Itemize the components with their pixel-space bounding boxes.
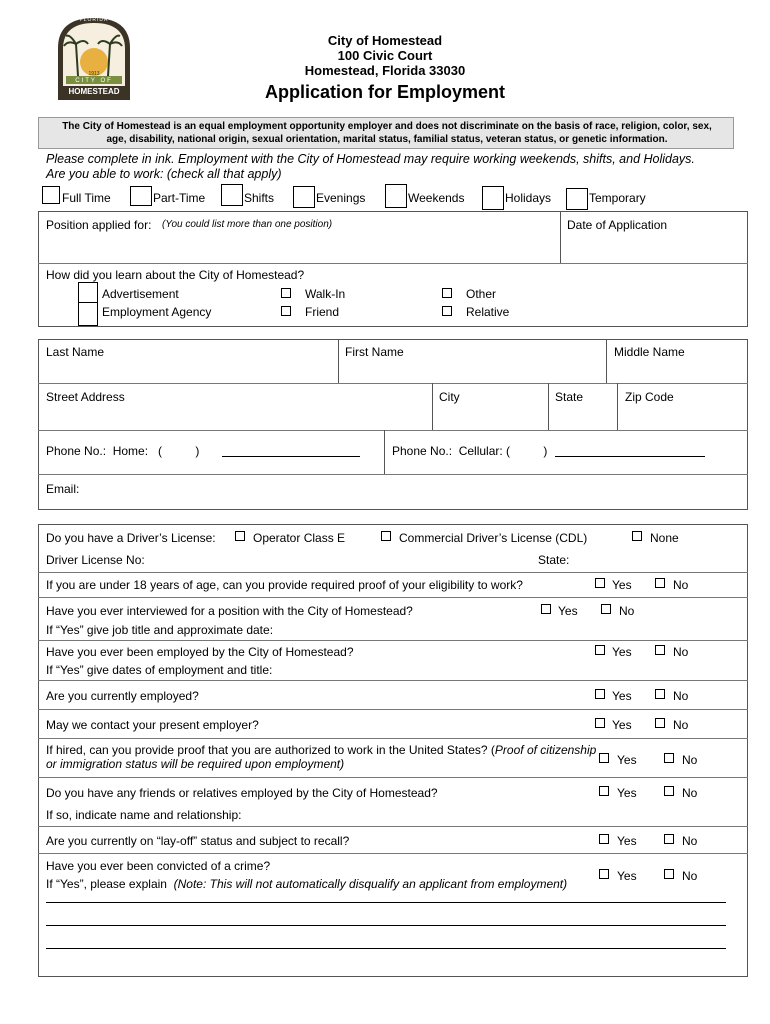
- q8-yes-checkbox[interactable]: [599, 834, 609, 844]
- q9-yes-label: Yes: [617, 869, 637, 883]
- phone-home-label: Phone No.: Home: ( ): [46, 444, 200, 458]
- street-address-input[interactable]: [42, 405, 428, 429]
- question-friends-relatives: Do you have any friends or relatives employed by the City of Homestead?: [46, 786, 438, 800]
- explain-line-3[interactable]: [46, 948, 726, 949]
- city-input[interactable]: [436, 405, 544, 429]
- question-friends-relatives-detail: If so, indicate name and relationship:: [46, 808, 242, 822]
- city-seal: [54, 14, 134, 104]
- question-under-18: If you are under 18 years of age, can you provide required proof of your eligibility to work?: [46, 578, 523, 592]
- street-address-label: Street Address: [46, 390, 125, 404]
- q8-no-checkbox[interactable]: [664, 834, 674, 844]
- position-label: Position applied for:: [46, 218, 152, 232]
- part-time-label: Part-Time: [153, 191, 206, 205]
- q1-yes-label: Yes: [612, 578, 632, 592]
- q1-no-label: No: [673, 578, 689, 592]
- email-input[interactable]: [90, 478, 744, 506]
- q4-no-checkbox[interactable]: [655, 689, 665, 699]
- question-convicted-explain: If “Yes”, please explain: [46, 877, 174, 891]
- phone-cell-line[interactable]: [555, 456, 705, 457]
- q1-yes-checkbox[interactable]: [595, 578, 605, 588]
- last-name-input[interactable]: [42, 360, 334, 382]
- learn-question: How did you learn about the City of Homestead?: [46, 268, 305, 282]
- license-number-input[interactable]: [150, 550, 530, 570]
- q9-yes-checkbox[interactable]: [599, 869, 609, 879]
- email-label: Email:: [46, 482, 80, 496]
- explain-line-2[interactable]: [46, 925, 726, 926]
- q5-yes-checkbox[interactable]: [595, 718, 605, 728]
- full-time-label: Full Time: [62, 191, 111, 205]
- friend-label: Friend: [305, 305, 340, 319]
- q7-no-checkbox[interactable]: [664, 786, 674, 796]
- phone-cell-label: Phone No.: Cellular: ( ): [392, 444, 548, 458]
- walk-in-label: Walk-In: [305, 287, 346, 301]
- cdl-label: Commercial Driver’s License (CDL): [399, 531, 588, 545]
- relative-checkbox[interactable]: [442, 306, 452, 316]
- eeo-notice: [38, 117, 734, 149]
- state-input[interactable]: [552, 405, 614, 429]
- q8-no-label: No: [682, 834, 698, 848]
- instructions-line1: Please complete in ink. Employment with the City of Homestead may require working weekends, shifts, and Holidays.: [46, 152, 695, 166]
- q6-yes-label: Yes: [617, 753, 637, 767]
- license-none-checkbox[interactable]: [632, 531, 642, 541]
- city-label: City: [439, 390, 460, 404]
- q7-yes-label: Yes: [617, 786, 637, 800]
- temporary-label: Temporary: [589, 191, 646, 205]
- question-currently-employed: Are you currently employed?: [46, 689, 199, 703]
- part-time-checkbox[interactable]: [130, 186, 152, 206]
- question-lay-off: Are you currently on “lay-off” status and subject to recall?: [46, 834, 350, 848]
- license-state-input[interactable]: [572, 550, 742, 570]
- question-authorized-to-work: [46, 743, 596, 757]
- question-contact-employer: May we contact your present employer?: [46, 718, 259, 732]
- page-title: Application for Employment: [264, 82, 505, 102]
- zip-code-input[interactable]: [621, 405, 744, 429]
- q9-no-checkbox[interactable]: [664, 869, 674, 879]
- header-address1: 100 Civic Court: [337, 48, 433, 63]
- q4-yes-label: Yes: [612, 689, 632, 703]
- phone-home-line[interactable]: [222, 456, 360, 457]
- other-label: Other: [466, 287, 497, 301]
- other-checkbox[interactable]: [442, 288, 452, 298]
- seal-top-text: FLORIDA: [79, 17, 109, 23]
- q4-no-label: No: [673, 689, 689, 703]
- evenings-checkbox[interactable]: [293, 186, 315, 208]
- q8-yes-label: Yes: [617, 834, 637, 848]
- q7-no-label: No: [682, 786, 698, 800]
- cdl-checkbox[interactable]: [381, 531, 391, 541]
- weekends-checkbox[interactable]: [385, 184, 407, 208]
- question-convicted: Have you ever been convicted of a crime?: [46, 859, 271, 873]
- last-name-label: Last Name: [46, 345, 105, 359]
- holidays-label: Holidays: [505, 191, 552, 205]
- shifts-checkbox[interactable]: [221, 184, 243, 206]
- employment-agency-label: Employment Agency: [102, 305, 212, 319]
- shifts-label: Shifts: [244, 191, 275, 205]
- instructions-line2: Are you able to work: (check all that apply): [46, 167, 282, 181]
- q4-yes-checkbox[interactable]: [595, 689, 605, 699]
- middle-name-input[interactable]: [610, 360, 744, 382]
- license-none-label: None: [650, 531, 679, 545]
- q6-no-checkbox[interactable]: [664, 753, 674, 763]
- seal-mid-text: CITY OF: [75, 78, 113, 84]
- first-name-label: First Name: [345, 345, 404, 359]
- temporary-checkbox[interactable]: [566, 188, 588, 210]
- operator-class-e-checkbox[interactable]: [235, 531, 245, 541]
- operator-class-e-label: Operator Class E: [253, 531, 346, 545]
- question-authorized-italic: Proof of citizenship: [494, 743, 597, 757]
- q3-no-checkbox[interactable]: [655, 645, 665, 655]
- zip-code-label: Zip Code: [625, 390, 674, 404]
- evenings-label: Evenings: [316, 191, 366, 205]
- middle-name-label: Middle Name: [614, 345, 685, 359]
- eeo-notice-line1: The City of Homestead is an equal employment opportunity employer and does not discriminate on the basis of race, religion, color, sex,: [62, 121, 712, 132]
- full-time-checkbox[interactable]: [42, 186, 60, 204]
- question-employed-before-detail: If “Yes” give dates of employment and title:: [46, 663, 273, 677]
- q3-no-label: No: [673, 645, 689, 659]
- position-input[interactable]: [42, 236, 556, 260]
- employment-agency-checkbox[interactable]: [78, 302, 98, 326]
- q3-yes-checkbox[interactable]: [595, 645, 605, 655]
- license-number-label: Driver License No:: [46, 553, 145, 567]
- q2-yes-label: Yes: [558, 604, 578, 618]
- q6-no-label: No: [682, 753, 698, 767]
- seal-bottom-text: HOMESTEAD: [68, 87, 120, 96]
- question-convicted-note: (Note: This will not automatically disqualify an applicant from employment): [173, 877, 568, 891]
- header-city: City of Homestead: [327, 33, 443, 48]
- q6-yes-checkbox[interactable]: [599, 753, 609, 763]
- q2-no-checkbox[interactable]: [601, 604, 611, 614]
- q1-no-checkbox[interactable]: [655, 578, 665, 588]
- explain-line-1[interactable]: [46, 902, 726, 903]
- q7-yes-checkbox[interactable]: [599, 786, 609, 796]
- question-interviewed-detail: If “Yes” give job title and approximate date:: [46, 623, 274, 637]
- eeo-notice-line2: age, disability, national origin, sexual orientation, marital status, familial status, veteran status, or genetic information.: [106, 134, 668, 145]
- relative-label: Relative: [466, 305, 510, 319]
- date-of-application-input[interactable]: [564, 236, 744, 260]
- date-of-application-label: Date of Application: [567, 218, 668, 232]
- question-convicted-detail: [46, 877, 567, 891]
- question-authorized-line2: or immigration status will be required upon employment): [46, 757, 345, 771]
- q2-yes-checkbox[interactable]: [541, 604, 551, 614]
- position-hint: (You could list more than one position): [162, 219, 333, 230]
- state-label: State: [555, 390, 584, 404]
- q3-yes-label: Yes: [612, 645, 632, 659]
- question-employed-before: Have you ever been employed by the City of Homestead?: [46, 645, 354, 659]
- q2-no-label: No: [619, 604, 635, 618]
- q5-no-label: No: [673, 718, 689, 732]
- q5-yes-label: Yes: [612, 718, 632, 732]
- seal-year: 1913: [88, 71, 100, 77]
- license-state-label: State:: [538, 553, 570, 567]
- q9-no-label: No: [682, 869, 698, 883]
- friend-checkbox[interactable]: [281, 306, 291, 316]
- question-authorized-text: If hired, can you provide proof that you are authorized to work in the United States? (: [46, 743, 495, 757]
- weekends-label: Weekends: [408, 191, 465, 205]
- walk-in-checkbox[interactable]: [281, 288, 291, 298]
- first-name-input[interactable]: [342, 360, 602, 382]
- holidays-checkbox[interactable]: [482, 186, 504, 210]
- license-question: Do you have a Driver’s License:: [46, 531, 216, 545]
- header-address2: Homestead, Florida 33030: [304, 63, 466, 78]
- question-interviewed: Have you ever interviewed for a position with the City of Homestead?: [46, 604, 413, 618]
- advertisement-label: Advertisement: [102, 287, 179, 301]
- q5-no-checkbox[interactable]: [655, 718, 665, 728]
